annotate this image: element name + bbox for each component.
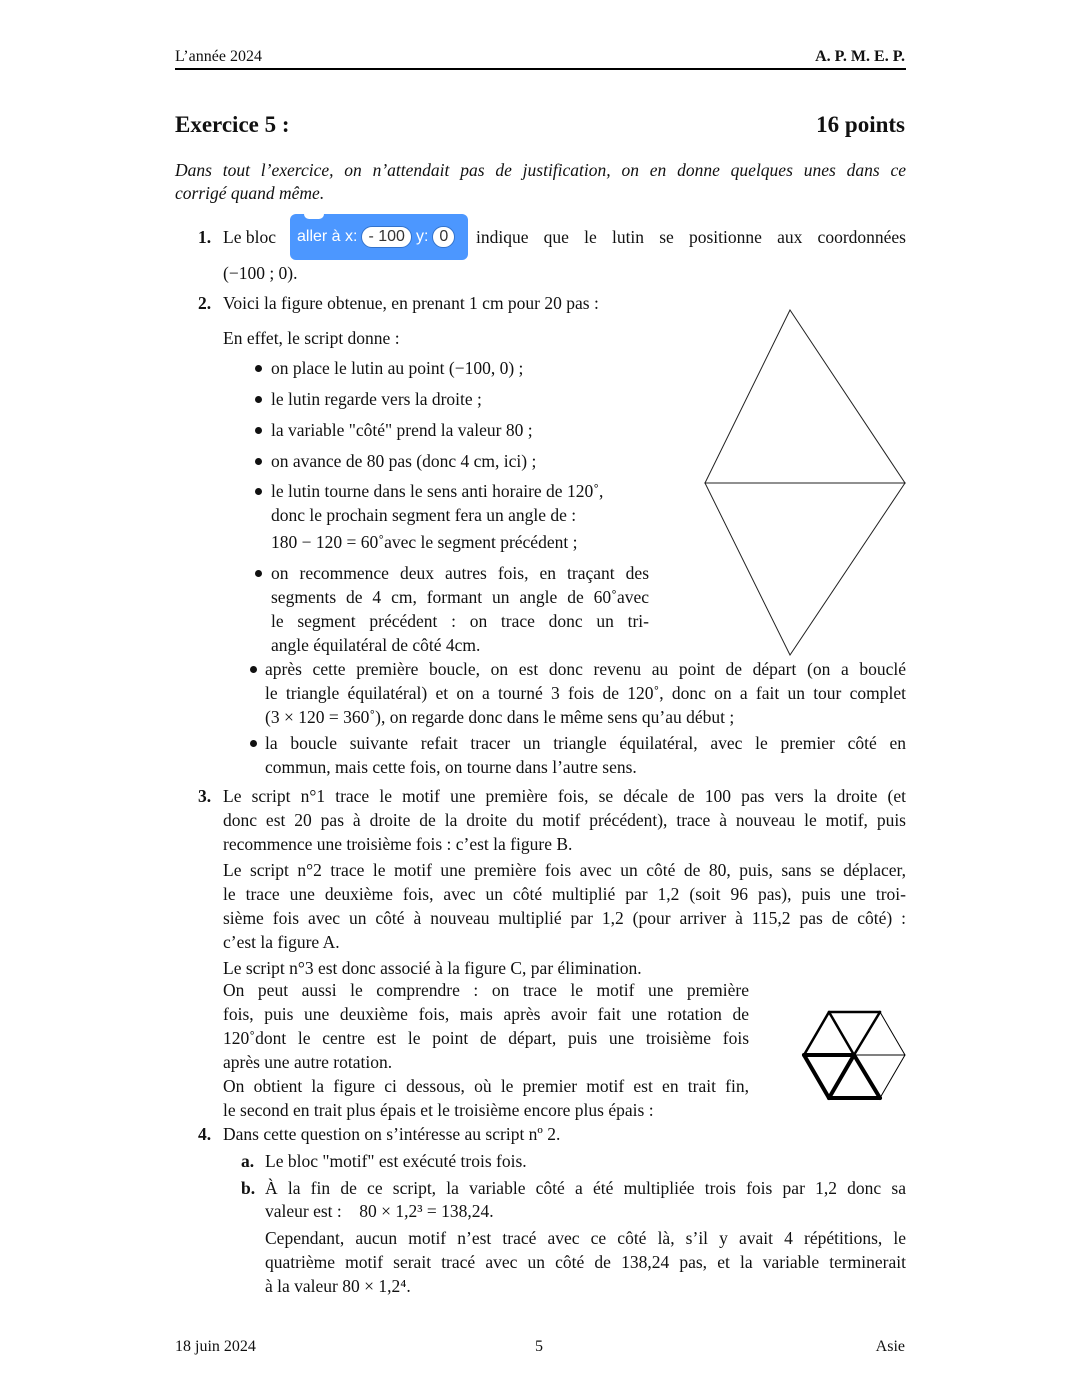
bullet: [255, 396, 262, 403]
exercise-title: Exercice 5 :: [175, 112, 290, 137]
header-rule: [175, 68, 906, 70]
bullet-text: après cette première boucle, on est donc revenu au point de départ (on a bouclé: [265, 659, 906, 679]
q4-number: 4.: [198, 1124, 212, 1144]
bullet-text: la boucle suivante refait tracer un triangle équilatéral, avec le premier côté en: [265, 733, 906, 753]
bullet-text: on recommence deux autres fois, en traçant des: [271, 563, 649, 583]
q3-text: après une autre rotation.: [223, 1052, 393, 1072]
bullet-text: la variable "côté" prend la valeur 80 ;: [271, 420, 533, 440]
q3-text: le second en trait plus épais et le troisième encore plus épais :: [223, 1100, 654, 1120]
q4b-text: quatrième motif serait tracé avec un côté de 138,24 pas, et la variable terminerait: [265, 1252, 906, 1272]
q1-text: (−100 ; 0).: [223, 263, 298, 283]
bullet-text: segments de 4 cm, formant un angle de 60˚avec: [271, 587, 649, 607]
exercise-points: 16 points: [816, 112, 905, 137]
q3-text: recommence une troisième fois : c’est la figure B.: [223, 834, 573, 854]
thin-motif: [854, 1012, 905, 1098]
bullet: [250, 666, 257, 673]
header-left: L’année 2024: [175, 48, 262, 65]
bullet-text: le triangle équilatéral) et on a tourné 3 fois de 120˚, donc on a fait un tour complet: [265, 683, 906, 703]
q3-text: c’est la figure A.: [223, 932, 340, 952]
bullet-text: le segment précédent : on trace donc un tri-: [271, 611, 649, 631]
page-number: 5: [535, 1338, 543, 1355]
q3-text: On obtient la figure ci dessous, où le premier motif est en trait fin,: [223, 1076, 749, 1096]
q4b-text: à la valeur 80 × 1,2⁴.: [265, 1276, 411, 1296]
q4b-label: b.: [241, 1178, 256, 1198]
scratch-goto-block: [290, 214, 468, 260]
bullet-text: on avance de 80 pas (donc 4 cm, ici) ;: [271, 451, 537, 471]
bullet-text: 180 − 120 = 60˚avec le segment précédent ;: [271, 532, 578, 552]
bullet-text: on place le lutin au point (−100, 0) ;: [271, 358, 524, 378]
q4a-label: a.: [241, 1151, 255, 1171]
bullet: [255, 427, 262, 434]
hexagon-figure: [795, 1005, 915, 1105]
q3-text: fois, puis une deuxième fois, mais après avoir fait une rotation de: [223, 1004, 749, 1024]
medium-motif: [804, 1012, 880, 1055]
bullet-text: donc le prochain segment fera un angle de :: [271, 505, 577, 525]
q2-number: 2.: [198, 293, 212, 313]
intro-line: corrigé quand même.: [175, 183, 325, 203]
bullet-text: le lutin tourne dans le sens anti horaire de 120˚,: [271, 481, 604, 501]
block-label-x: aller à x:: [297, 228, 358, 245]
q4b-text: À la fin de ce script, la variable côté a été multipliée trois fois par 1,2 donc sa: [265, 1178, 906, 1198]
q3-text: 120˚dont le centre est le point de départ, puis une troisième fois: [223, 1028, 749, 1048]
block-label-y: y:: [415, 228, 429, 245]
block-x-value: - 100: [361, 226, 411, 248]
q3-text: sième fois avec un côté à nouveau multiplié par 1,2 (pour arriver à 115,2 pas de côté) :: [223, 908, 906, 928]
bullet-text: le lutin regarde vers la droite ;: [271, 389, 482, 409]
q2-sub: En effet, le script donne :: [223, 328, 400, 348]
q4a-text: Le bloc "motif" est exécuté trois fois.: [265, 1151, 527, 1171]
lower-triangle: [705, 483, 905, 655]
q1-number: 1.: [198, 227, 212, 247]
q3-text: Le script n°3 est donc associé à la figure C, par élimination.: [223, 958, 642, 978]
q4-text: Dans cette question on s’intéresse au script nº 2.: [223, 1124, 561, 1144]
upper-triangle: [705, 310, 905, 483]
q1-text: Le bloc: [223, 227, 276, 247]
q3-number: 3.: [198, 786, 212, 806]
bullet: [255, 488, 262, 495]
q3-text: le trace une deuxième fois, avec un côté multiplié par 1,2 (soit 96 pas), puis une troi-: [223, 884, 906, 904]
block-y-value: 0: [432, 226, 455, 248]
footer-region: Asie: [875, 1338, 905, 1355]
intro-line: Dans tout l’exercice, on n’attendait pas de justification, on en donne quelques unes dans ce: [175, 160, 906, 180]
bullet: [255, 570, 262, 577]
q1-text: indique que le lutin se positionne aux coordonnées: [476, 227, 906, 247]
header-right: A. P. M. E. P.: [815, 48, 905, 65]
q3-text: On peut aussi le comprendre : on trace le motif une première: [223, 980, 749, 1000]
bullet: [255, 365, 262, 372]
q3-text: Le script n°2 trace le motif une première fois avec un côté de 80, puis, sans se déplacer,: [223, 860, 906, 880]
q3-text: Le script n°1 trace le motif une première fois, se décale de 100 pas vers la droite (et: [223, 786, 906, 806]
bullet: [255, 458, 262, 465]
bullet: [250, 740, 257, 747]
bullet-text: commun, mais cette fois, on tourne dans l’autre sens.: [265, 757, 637, 777]
diamond-figure: [700, 305, 910, 661]
q4b-text: Cependant, aucun motif n’est tracé avec ce côté là, s’il y avait 4 répétitions, le: [265, 1228, 906, 1248]
bullet-text: (3 × 120 = 360˚), on regarde donc dans le même sens qu’au début ;: [265, 707, 735, 727]
footer-date: 18 juin 2024: [175, 1338, 256, 1355]
q3-text: donc est 20 pas à droite de la droite du motif précédent), trace à nouveau le motif, puis: [223, 810, 906, 830]
bullet-text: angle équilatéral de côté 4cm.: [271, 635, 481, 655]
q2-text: Voici la figure obtenue, en prenant 1 cm pour 20 pas :: [223, 293, 599, 313]
thick-motif: [804, 1055, 880, 1098]
q4b-text: valeur est : 80 × 1,2³ = 138,24.: [265, 1201, 494, 1221]
